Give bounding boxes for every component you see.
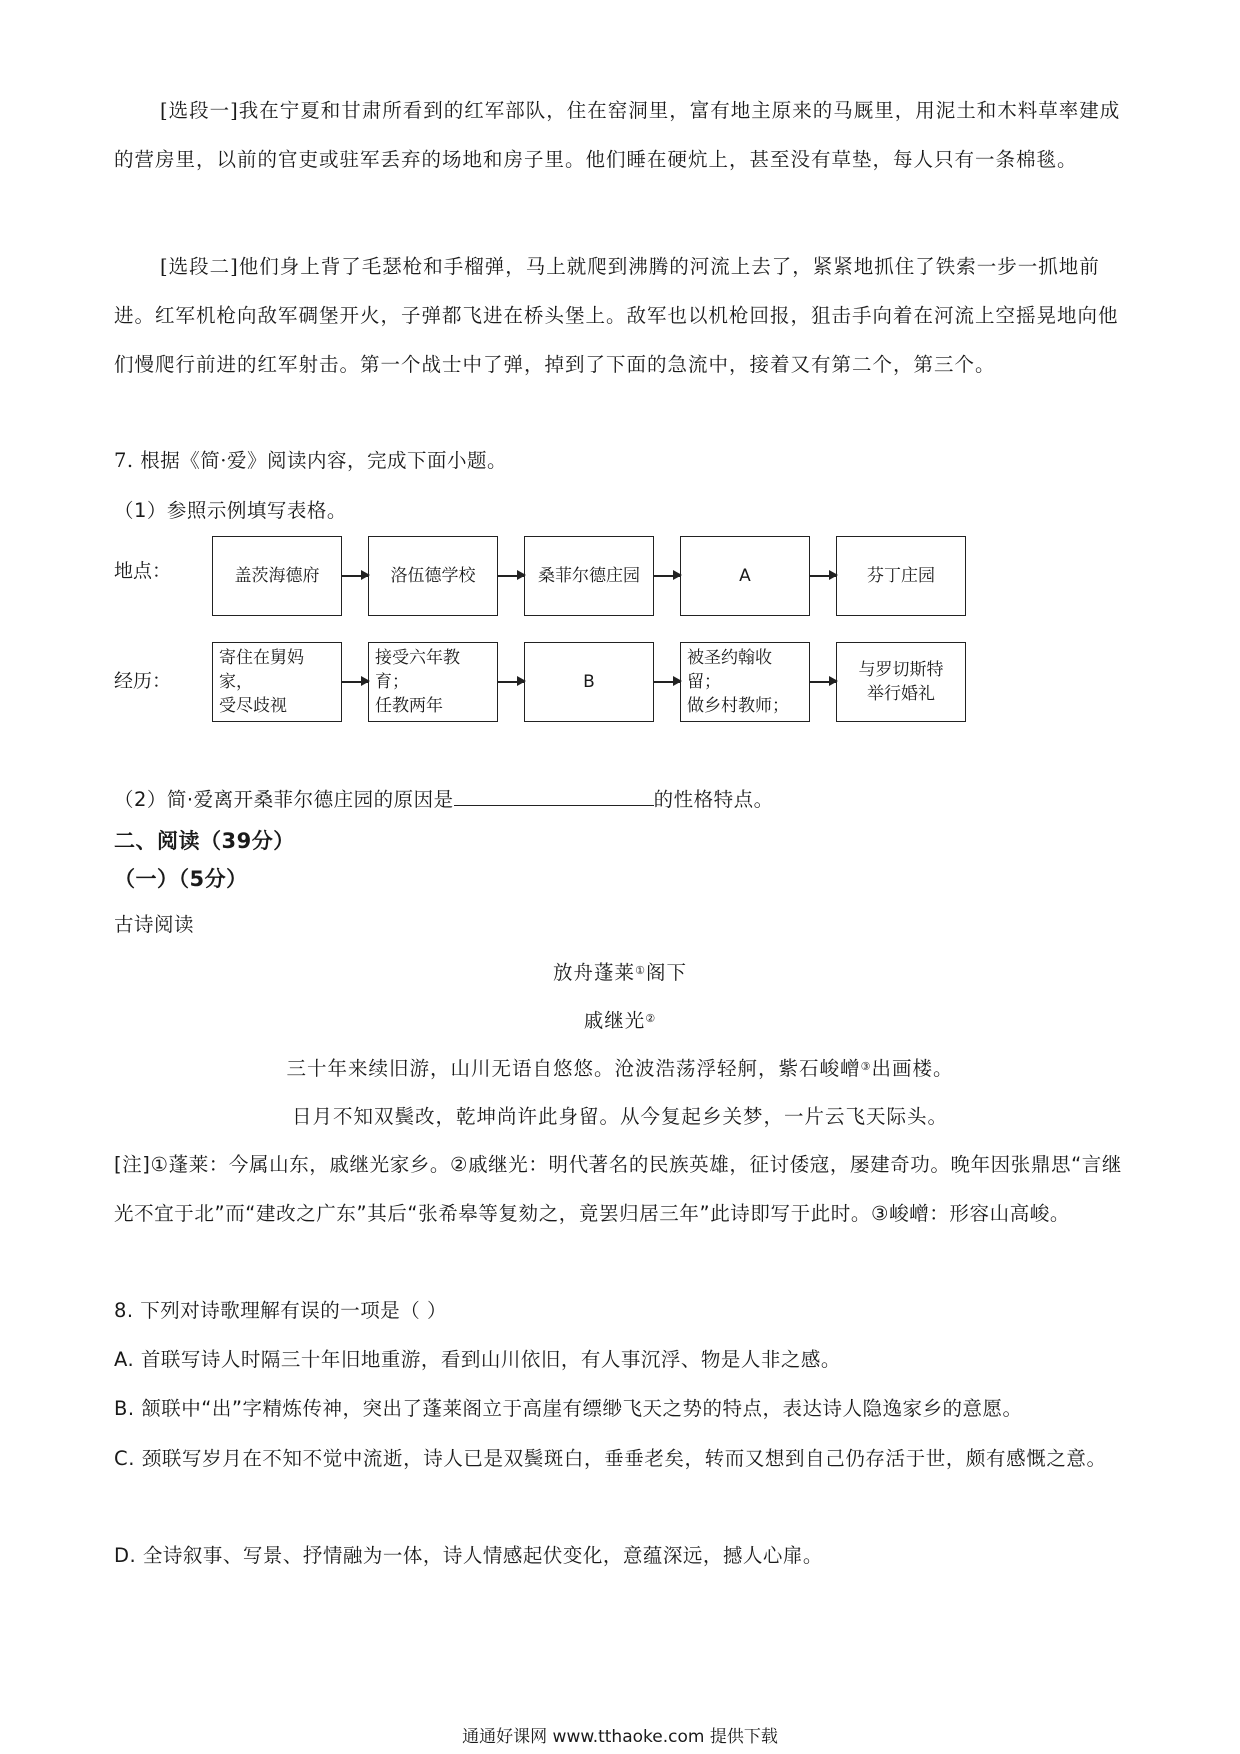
experience-box-b: B	[524, 642, 654, 722]
arrow-right-icon	[654, 681, 680, 683]
option-b[interactable]: B. 颔联中“出”字精炼传神，突出了蓬莱阁立于高崖有缥缈飞天之势的特点，表达诗人隐逸家乡的意愿。	[114, 1397, 1023, 1420]
poem-line-1: 三十年来续旧游，山川无语自悠悠。沧波浩荡浮轻舸，紫石峻嶒③出画楼。	[286, 1057, 954, 1080]
place-box-a: A	[680, 536, 810, 616]
place-box-3: 桑菲尔德庄园	[524, 536, 654, 616]
experience-box-4: 被圣约翰收留； 做乡村教师；	[680, 642, 810, 722]
experience-box-2: 接受六年教育； 任教两年	[368, 642, 498, 722]
experience-box-5: 与罗切斯特 举行婚礼	[836, 642, 966, 722]
arrow-right-icon	[498, 575, 524, 577]
place-box-5: 芬丁庄园	[836, 536, 966, 616]
question-7-title: 7. 根据《简·爱》阅读内容，完成下面小题。	[114, 449, 508, 472]
experience-row-label: 经历：	[114, 670, 172, 692]
place-box-1: 盖茨海德府	[212, 536, 342, 616]
section-2-heading: 二、阅读（39分）	[114, 829, 295, 853]
arrow-right-icon	[810, 681, 836, 683]
poem-line-2: 日月不知双鬓改，乾坤尚许此身留。从今复起乡关梦，一片云飞天际头。	[291, 1105, 948, 1128]
option-a[interactable]: A. 首联写诗人时隔三十年旧地重游，看到山川依旧，有人事沉浮、物是人非之感。	[114, 1348, 841, 1371]
answer-blank[interactable]	[454, 785, 654, 806]
passage-segment-1: [选段一]我在宁夏和甘肃所看到的红军部队，住在窑洞里，富有地主原来的马厩里，用泥土和木料草率建成的营房里，以前的官吏或驻军丢弃的场地和房子里。他们睡在硬炕上，甚至没有草垫，每人只有一条棉毯。	[114, 99, 1121, 171]
poem-title: 放舟蓬莱①阁下	[553, 961, 687, 984]
arrow-right-icon	[810, 575, 836, 577]
section-2-part-1: （一）（5分）	[114, 867, 248, 891]
experience-box-1: 寄住在舅妈家， 受尽歧视	[212, 642, 342, 722]
poem-notes: [注]①蓬莱：今属山东，戚继光家乡。②戚继光：明代著名的民族英雄，征讨倭寇，屡建奇功。晚年因张鼎思“言继光不宜于北”而“建改之广东”其后“张希皋等复劾之，竟罢归居三年”此诗即写于此时。③峻嶒：形容山高峻。	[114, 1153, 1122, 1225]
question-8-stem: 8. 下列对诗歌理解有误的一项是（ ）	[114, 1299, 448, 1322]
arrow-right-icon	[342, 681, 368, 683]
question-7-sub2: （2）简·爱离开桑菲尔德庄园的原因是 的性格特点。	[114, 785, 774, 815]
ancient-poem-label: 古诗阅读	[114, 913, 195, 936]
option-d[interactable]: D. 全诗叙事、写景、抒情融为一体，诗人情感起伏变化，意蕴深远，撼人心扉。	[114, 1544, 823, 1567]
option-c[interactable]: C. 颈联写岁月在不知不觉中流逝，诗人已是双鬓斑白，垂垂老矣，转而又想到自己仍存活于世，颇有感慨之意。	[114, 1447, 1107, 1470]
arrow-right-icon	[498, 681, 524, 683]
place-box-2: 洛伍德学校	[368, 536, 498, 616]
arrow-right-icon	[342, 575, 368, 577]
arrow-right-icon	[654, 575, 680, 577]
places-row-label: 地点：	[114, 560, 172, 582]
passage-segment-2: [选段二]他们身上背了毛瑟枪和手榴弹，马上就爬到沸腾的河流上去了，紧紧地抓住了铁索一步一抓地前进。红军机枪向敌军碉堡开火，子弹都飞进在桥头堡上。敌军也以机枪回报，狙击手向着在河流上空摇晃地向他们慢爬行前进的红军射击。第一个战士中了弹，掉到了下面的急流中，接着又有第二个，第三个。	[114, 255, 1119, 376]
question-7-sub1: （1）参照示例填写表格。	[114, 499, 347, 522]
poem-author: 戚继光②	[583, 1009, 657, 1032]
page-footer: 通通好课网 www.tthaoke.com 提供下载	[462, 1727, 778, 1747]
